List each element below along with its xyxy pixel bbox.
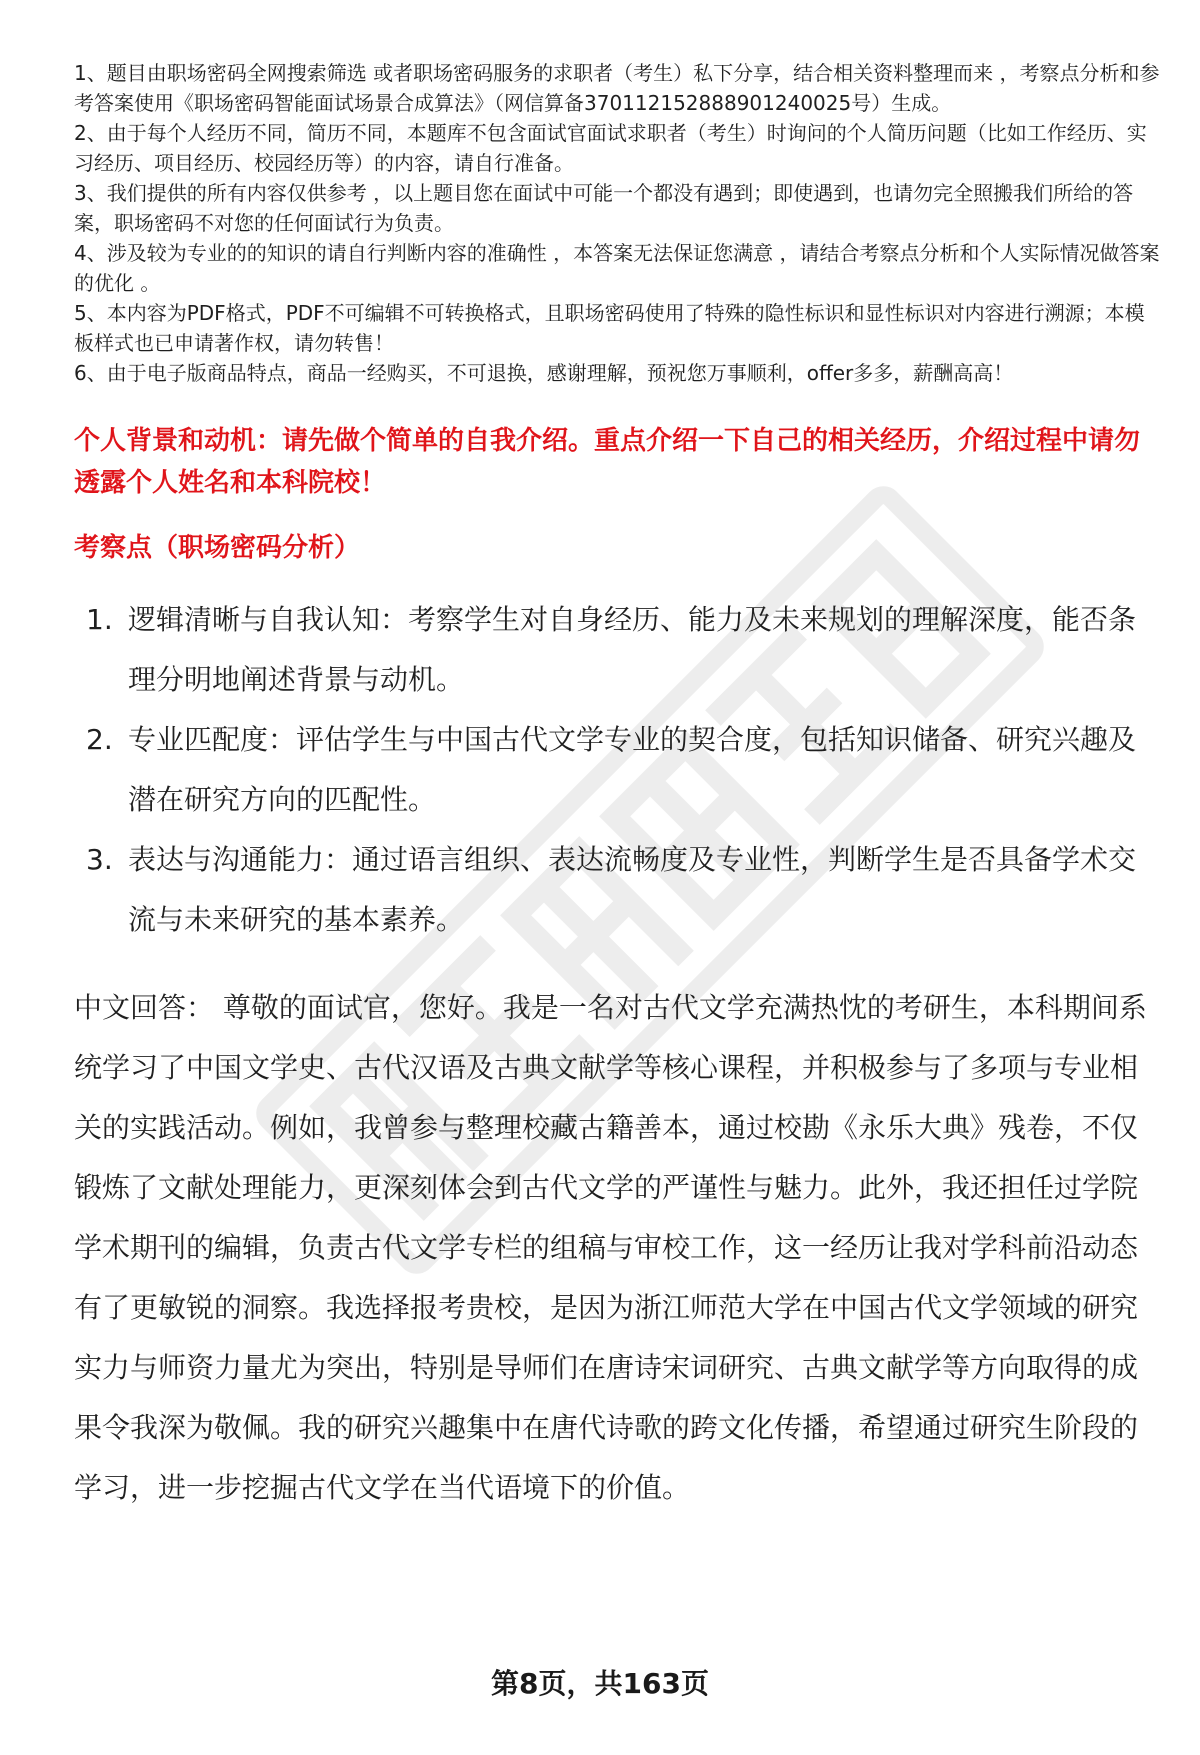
assessment-point	[74, 710, 1160, 830]
disclaimer-item: 2、由于每个人经历不同，简历不同，本题库不包含面试官面试求职者（考生）时询问的个人简历问题（比如工作经历、实习经历、项目经历、校园经历等）的内容，请自行准备。	[74, 121, 1147, 175]
point-number: 3.	[86, 843, 113, 876]
disclaimer-item: 3、我们提供的所有内容仅供参考 ，以上题目您在面试中可能一个都没有遇到；即使遇到，也请勿完全照搬我们所给的答案，职场密码不对您的任何面试行为负责。	[74, 181, 1134, 235]
point-number: 2.	[86, 723, 113, 756]
assessment-point	[74, 830, 1160, 950]
interview-question: 个人背景和动机：请先做个简单的自我介绍。重点介绍一下自己的相关经历，介绍过程中请勿透露个人姓名和本科院校！	[74, 426, 1141, 498]
page-content	[74, 58, 1160, 1518]
disclaimer-item: 4、涉及较为专业的的知识的请自行判断内容的准确性 ，本答案无法保证您满意 ，请结合考察点分析和个人实际情况做答案的优化 。	[74, 241, 1160, 295]
section-title: 考察点（职场密码分析）	[74, 533, 361, 563]
page-number: 第8页，共163页	[491, 1667, 709, 1700]
point-text: 逻辑清晰与自我认知：考察学生对自身经历、能力及未来规划的理解深度，能否条理分明地阐述背景与动机。	[128, 603, 1137, 696]
answer-text: 中文回答： 尊敬的面试官，您好。我是一名对古代文学充满热忱的考研生，本科期间系统学习了中国文学史、古代汉语及古典文献学等核心课程，并积极参与了多项与专业相关的实践活动。例如，我曾参与整理校藏古籍善本，通过校勘《永乐大典》残卷，不仅锻炼了文献处理能力，更深刻体会到古代文学的严谨性与魅力。此外，我还担任过学院学术期刊的编辑，负责古代文学专栏的组稿与审校工作，这一经历让我对学科前沿动态有了更敏锐的洞察。我选择报考贵校，是因为浙江师范大学在中国古代文学领域的研究实力与师资力量尤为突出，特别是导师们在唐诗宋词研究、古典文献学等方向取得的成果令我深为敬佩。我的研究兴趣集中在唐代诗歌的跨文化传播，希望通过研究生阶段的学习，进一步挖掘古代文学在当代语境下的价值。	[74, 991, 1147, 1504]
disclaimer-item: 1、题目由职场密码全网搜索筛选 或者职场密码服务的求职者（考生）私下分享，结合相关资料整理而来 ，考察点分析和参考答案使用《职场密码智能面试场景合成算法》（网信算备370112152888901240025号）生成。	[74, 61, 1160, 115]
disclaimer-item: 6、由于电子版商品特点，商品一经购买，不可退换，感谢理解，预祝您万事顺利，offer多多，薪酬高高！	[74, 361, 1014, 385]
point-text: 专业匹配度：评估学生与中国古代文学专业的契合度，包括知识储备、研究兴趣及潜在研究方向的匹配性。	[128, 723, 1137, 816]
disclaimer-list	[74, 58, 1160, 388]
disclaimer-item: 5、本内容为PDF格式，PDF不可编辑不可转换格式，且职场密码使用了特殊的隐性标识和显性标识对内容进行溯源；本模板样式也已申请著作权，请勿转售！	[74, 301, 1145, 355]
assessment-points	[74, 590, 1160, 950]
assessment-point	[74, 590, 1160, 710]
point-text: 表达与沟通能力：通过语言组织、表达流畅度及专业性，判断学生是否具备学术交流与未来研究的基本素养。	[128, 843, 1137, 936]
point-number: 1.	[86, 603, 113, 636]
